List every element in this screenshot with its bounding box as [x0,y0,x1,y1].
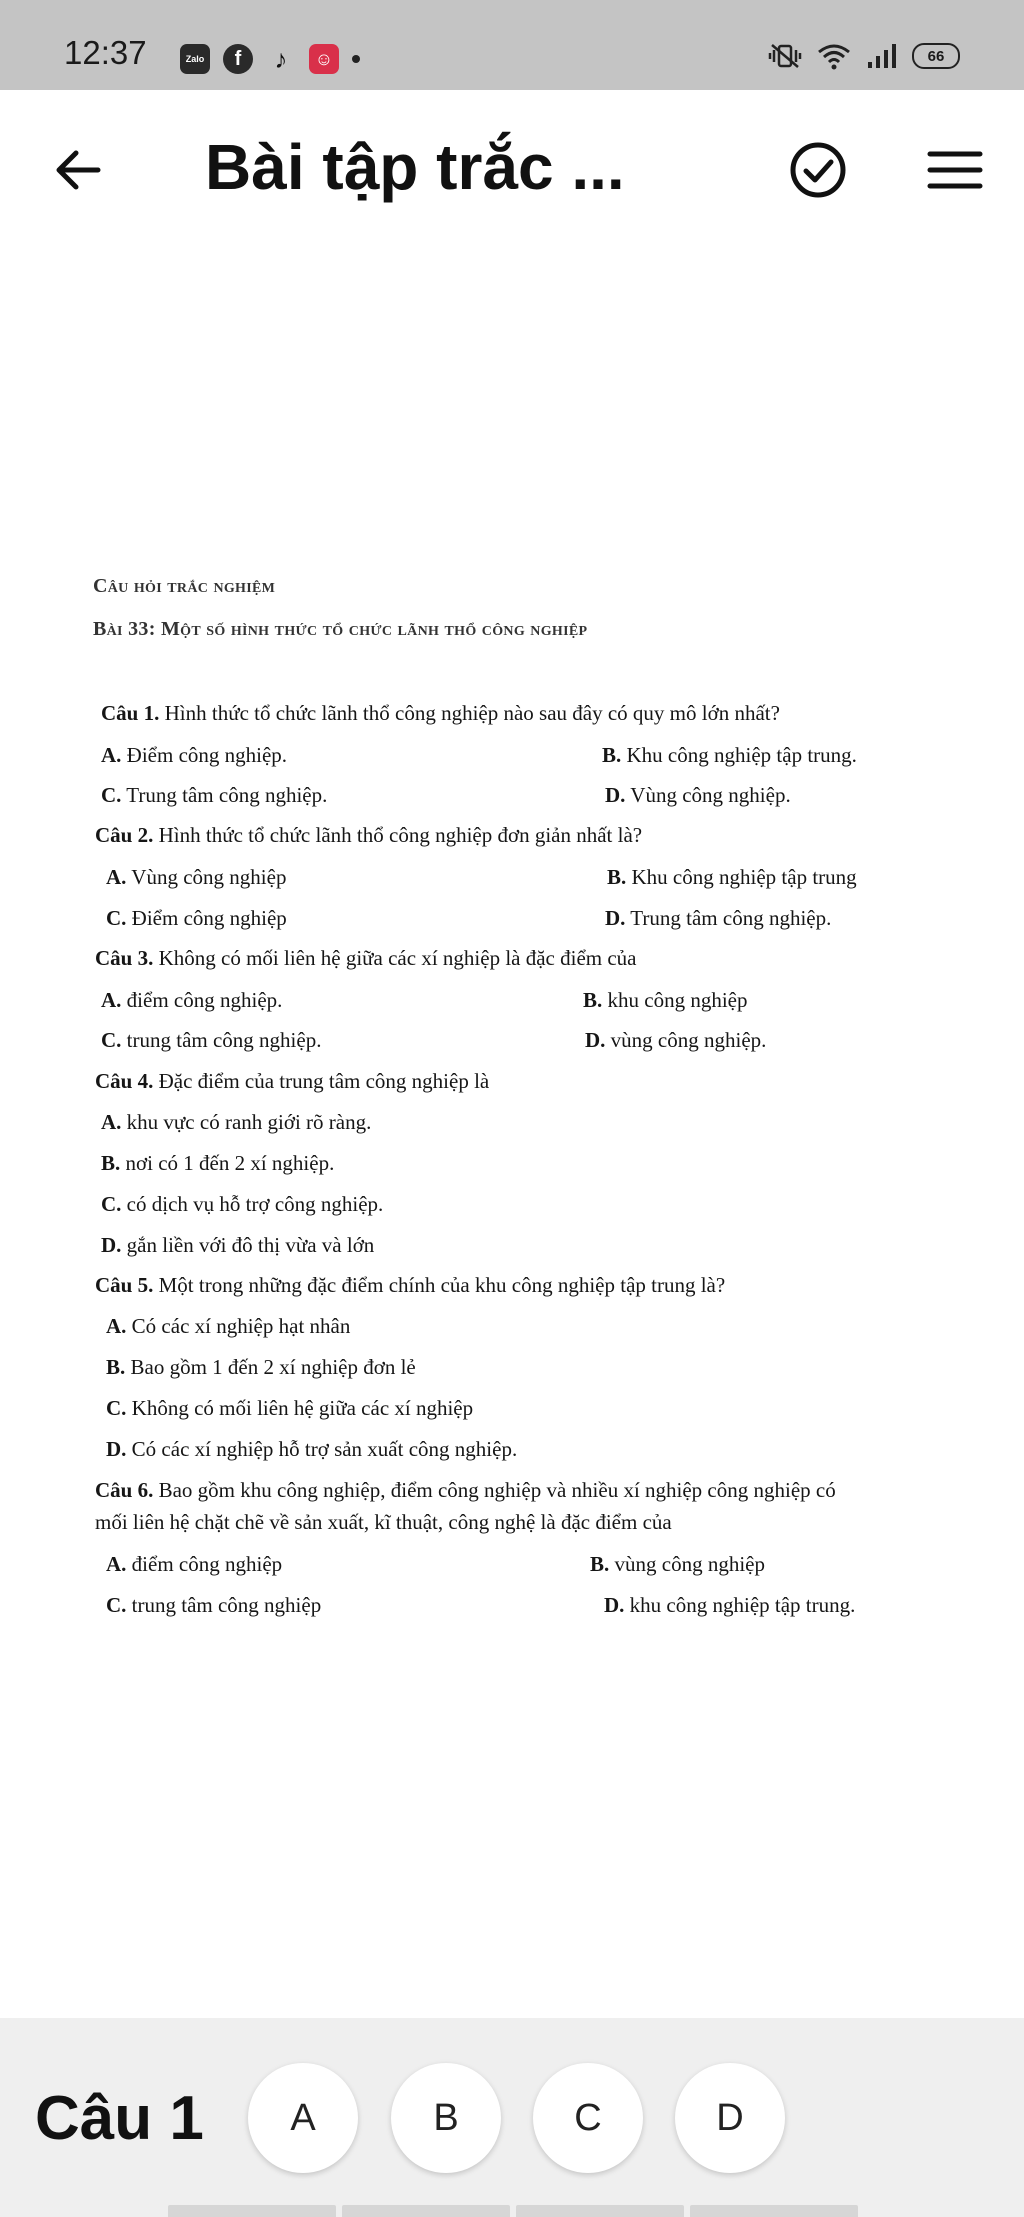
answer-d-button[interactable]: D [675,2063,785,2173]
option-d: D. khu công nghiệp tập trung. [604,1593,856,1617]
status-time: 12:37 [64,34,147,71]
option-b: B. Khu công nghiệp tập trung [607,865,857,889]
option-a: A. khu vực có ranh giới rõ ràng. [101,1110,372,1134]
question-2: Câu 2. Hình thức tổ chức lãnh thổ công nghiệp đơn giản nhất là? [95,823,643,847]
option-b: B. nơi có 1 đến 2 xí nghiệp. [101,1151,335,1175]
question-5: Câu 5. Một trong những đặc điểm chính của khu công nghiệp tập trung là? [95,1273,726,1297]
question-4: Câu 4. Đặc điểm của trung tâm công nghiệp là [95,1069,490,1093]
answer-c-button[interactable]: C [533,2063,643,2173]
option-b: B. vùng công nghiệp [590,1552,765,1576]
page-tab[interactable] [342,2205,510,2217]
answer-a-button[interactable]: A [248,2063,358,2173]
page-tab[interactable] [516,2205,684,2217]
question-page-tabs [168,2205,858,2217]
system-icons [768,42,960,70]
option-d: D. Trung tâm công nghiệp. [605,906,832,930]
option-d: D. gắn liền với đô thị vừa và lớn [101,1233,375,1257]
wifi-icon [816,42,852,70]
app-bar [0,90,1024,250]
current-question-label: Câu 1 [35,2084,204,2153]
option-a: A. Có các xí nghiệp hạt nhân [106,1314,351,1338]
submit-check-icon[interactable] [788,140,848,200]
option-a: A. Vùng công nghiệp [106,865,287,889]
vibrate-icon [768,43,802,69]
option-b: B. khu công nghiệp [583,988,748,1012]
answer-bar [0,2018,1024,2217]
page-tab[interactable] [168,2205,336,2217]
option-c: C. Không có mối liên hệ giữa các xí nghiệp [106,1396,474,1420]
option-a: A. Điểm công nghiệp. [101,743,288,767]
page-title: Bài tập trắc ... [205,131,625,203]
option-c: C. Điểm công nghiệp [106,906,287,930]
option-d: D. vùng công nghiệp. [585,1028,767,1052]
more-notifications-dot [352,55,360,63]
question-6-continued: mối liên hệ chặt chẽ về sản xuất, kĩ thuật, công nghệ là đặc điểm của [95,1510,672,1534]
notification-icons [180,44,360,74]
question-3: Câu 3. Không có mối liên hệ giữa các xí nghiệp là đặc điểm của [95,946,637,970]
option-b: B. Khu công nghiệp tập trung. [602,743,857,767]
menu-icon[interactable] [925,140,985,200]
option-d: D. Vùng công nghiệp. [605,783,791,807]
option-c: C. trung tâm công nghiệp. [101,1028,322,1052]
option-a: A. điểm công nghiệp [106,1552,283,1576]
facebook-icon: f [223,44,253,74]
doc-heading: Câu hỏi trắc nghiệm [93,575,276,597]
back-arrow-icon[interactable] [48,140,108,200]
signal-icon [866,42,898,70]
shopee-icon: ☺ [309,44,339,74]
doc-subheading: Bài 33: Một số hình thức tổ chức lãnh thổ công nghiệp [93,618,588,640]
page-tab[interactable] [690,2205,858,2217]
option-c: C. Trung tâm công nghiệp. [101,783,328,807]
option-a: A. điểm công nghiệp. [101,988,283,1012]
option-c: C. trung tâm công nghiệp [106,1593,322,1617]
answer-b-button[interactable]: B [391,2063,501,2173]
zalo-icon: Zalo [180,44,210,74]
question-6: Câu 6. Bao gồm khu công nghiệp, điểm công nghiệp và nhiều xí nghiệp công nghiệp có [95,1478,836,1502]
option-d: D. Có các xí nghiệp hỗ trợ sản xuất công nghiệp. [106,1437,518,1461]
question-1: Câu 1. Hình thức tổ chức lãnh thổ công nghiệp nào sau đây có quy mô lớn nhất? [101,701,780,725]
option-c: C. có dịch vụ hỗ trợ công nghiệp. [101,1192,384,1216]
option-b: B. Bao gồm 1 đến 2 xí nghiệp đơn lẻ [106,1355,416,1379]
status-bar [0,0,1024,90]
tiktok-icon: ♪ [274,43,288,74]
battery-indicator: 66 [912,43,960,69]
